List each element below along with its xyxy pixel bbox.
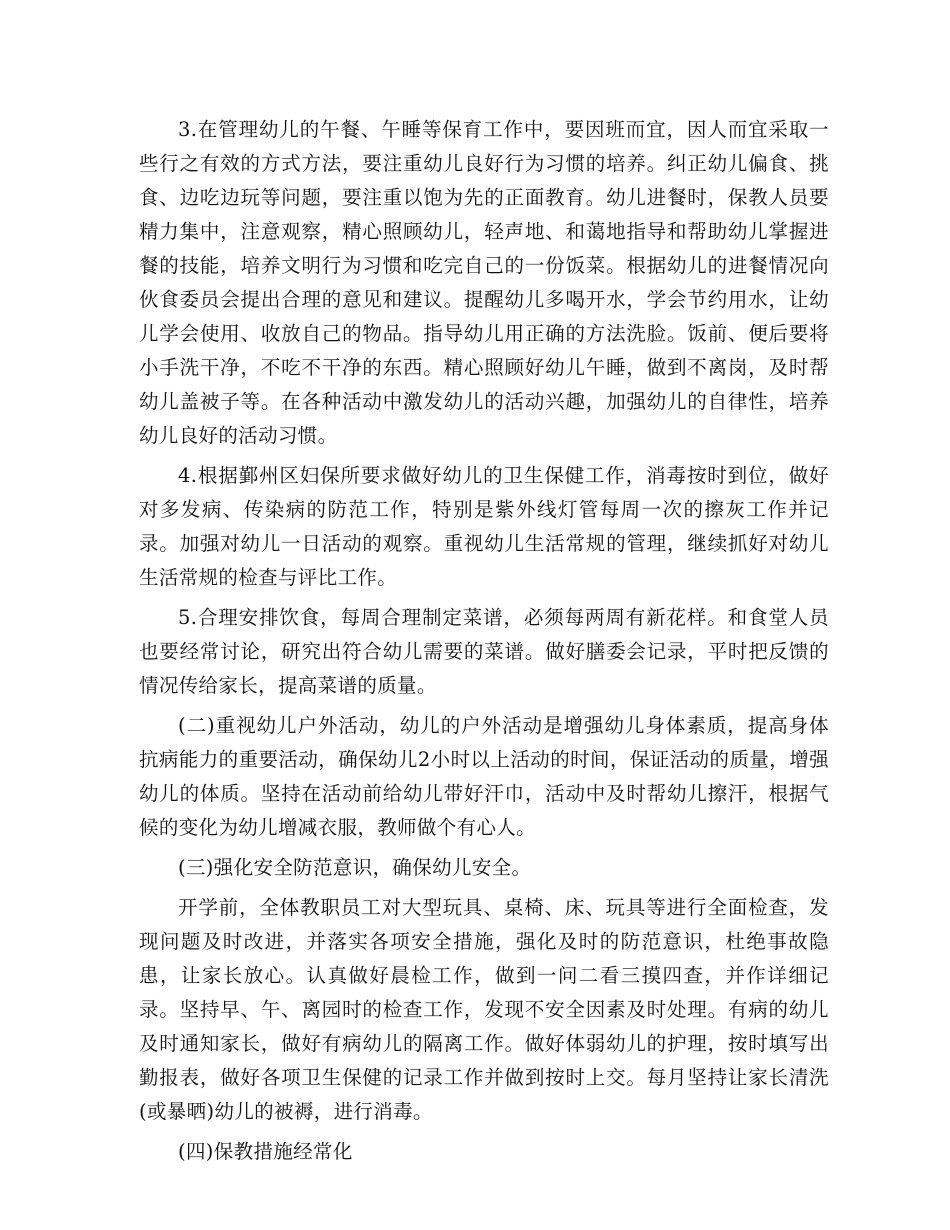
section-heading-safety: (三)强化安全防范意识，确保幼儿安全。: [178, 856, 532, 879]
paragraph-outdoor-activities: (二)重视幼儿户外活动，幼儿的户外活动是增强幼儿身体素质，提高身体抗病能力的重要活动，确保幼儿2小时以上活动的时间，保证活动的质量，增强幼儿的体质。坚持在活动前给幼儿带好汗巾，活动中及时帮幼儿擦汗，根据气候的变化为幼儿增减衣服，教师做个有心人。: [139, 714, 829, 839]
paragraph-item-5-diet-menu: 5.合理安排饮食，每周合理制定菜谱，必须每两周有新花样。和食堂人员也要经常讨论，研究出符合幼儿需要的菜谱。做好膳委会记录，平时把反馈的情况传给家长，提高菜谱的质量。: [139, 606, 829, 697]
paragraph-item-4-health-care: 4.根据鄞州区妇保所要求做好幼儿的卫生保健工作，消毒按时到位，做好对多发病、传染病的防范工作，特别是紫外线灯管每周一次的擦灰工作并记录。加强对幼儿一日活动的观察。重视幼儿生活常规的管理，继续抓好对幼儿生活常规的检查与评比工作。: [139, 464, 829, 589]
document-body: [139, 113, 829, 1175]
section-heading-care-measures: (四)保教措施经常化: [178, 1140, 353, 1163]
paragraph-item-3-lunch-nap-care: 3.在管理幼儿的午餐、午睡等保育工作中，要因班而宜，因人而宜采取一些行之有效的方式方法，要注重幼儿良好行为习惯的培养。纠正幼儿偏食、挑食、边吃边玩等问题，要注重以饱为先的正面教育。幼儿进餐时，保教人员要精力集中，注意观察，精心照顾幼儿，轻声地、和蔼地指导和帮助幼儿掌握进餐的技能，培养文明行为习惯和吃完自己的一份饭菜。根据幼儿的进餐情况向伙食委员会提出合理的意见和建议。提醒幼儿多喝开水，学会节约用水，让幼儿学会使用、收放自己的物品。指导幼儿用正确的方法洗脸。饭前、便后要将小手洗干净，不吃不干净的东西。精心照顾好幼儿午睡，做到不离岗，及时帮幼儿盖被子等。在各种活动中激发幼儿的活动兴趣，加强幼儿的自律性，培养幼儿良好的活动习惯。: [139, 118, 829, 447]
paragraph-safety-inspection: 开学前，全体教职员工对大型玩具、桌椅、床、玩具等进行全面检查，发现问题及时改进，并落实各项安全措施，强化及时的防范意识，杜绝事故隐患，让家长放心。认真做好晨检工作，做到一问二看三摸四查，并作详细记录。坚持早、午、离园时的检查工作，发现不安全因素及时处理。有病的幼儿及时通知家长，做好有病幼儿的隔离工作。做好体弱幼儿的护理，按时填写出勤报表，做好各项卫生保健的记录工作并做到按时上交。每月坚持让家长清洗(或暴晒)幼儿的被褥，进行消毒。: [139, 896, 829, 1123]
